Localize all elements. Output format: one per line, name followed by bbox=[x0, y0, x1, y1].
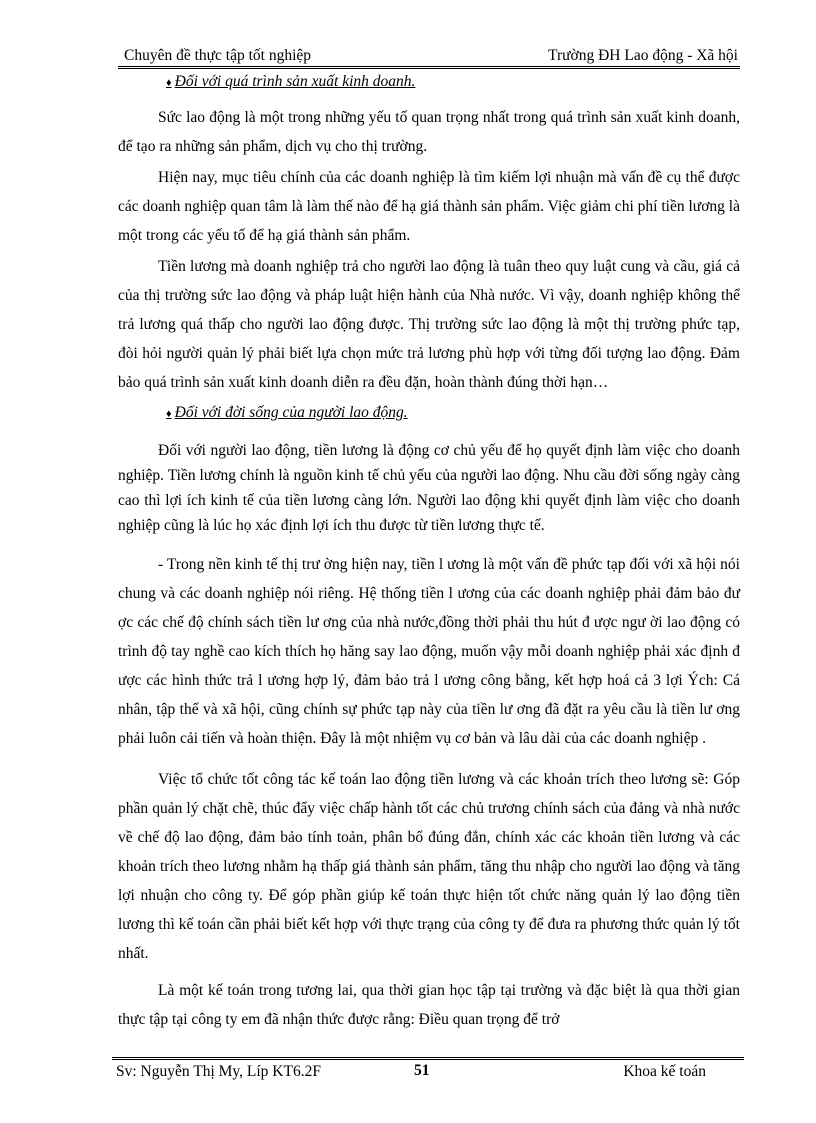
section-heading-worker-life bbox=[166, 403, 740, 424]
header-title-right: Trường ĐH Lao động - Xã hội bbox=[548, 47, 738, 64]
paragraph: Sức lao động là một trong những yếu tố quan trọng nhất trong quá trình sản xuất kinh doanh, để tạo ra những sản phẩm, dịch vụ cho thị trường. bbox=[118, 109, 740, 155]
document-body bbox=[118, 72, 740, 1034]
footer-student-info: Sv: Nguyễn Thị My, Líp KT6.2F bbox=[116, 1063, 321, 1080]
page-header bbox=[118, 46, 740, 69]
page-footer bbox=[112, 1057, 744, 1080]
section-heading-text: Đối với đời sống của người lao động. bbox=[174, 404, 408, 421]
page-number: 51 bbox=[414, 1062, 430, 1079]
paragraph: Đối với người lao động, tiền lương là động cơ chủ yếu để họ quyết định làm việc cho doanh nghiệp. Tiền lương chính là nguồn kinh tế chủ yếu của người lao động. Nhu cầu đời sống ngày càng cao thì lợi ích kinh tế của tiền lương càng lớn. Người lao động khi quyết định làm việc cho doanh nghiệp cũng là lúc họ xác định lợi ích thu được từ tiền lương thực tế. bbox=[118, 442, 740, 534]
section-heading-text: Đối với quá trình sản xuất kinh doanh. bbox=[174, 73, 416, 90]
paragraph: Là một kế toán trong tương lai, qua thời gian học tập tại trường và đặc biệt là qua thời gian thực tập tại công ty em đã nhận thức được rằng: Điều quan trọng để trở bbox=[118, 982, 740, 1028]
paragraph: Việc tổ chức tốt công tác kế toán lao động tiền lương và các khoản trích theo lương sẽ: Góp phần quản lý chặt chẽ, thúc đẩy việc chấp hành tốt các chủ trương chính sách của đảng và nhà nước về chế độ lao động, đảm bảo tính toản, phân bổ đúng đắn, chính xác các khoản tiền lương và các khoản trích theo lương nhằm hạ thấp giá thành sản phẩm, tăng thu nhập cho người lao động và tăng lợi nhuận cho công ty. Để góp phần giúp kế toán thực hiện tốt chức năng quản lý lao động tiền lương thì kế toán cần phải biết kết hợp với thực trạng của công ty để đưa ra phương thức quản lý tốt nhất. bbox=[118, 771, 740, 962]
footer-department: Khoa kế toán bbox=[623, 1063, 706, 1080]
diamond-bullet-icon: ♦ bbox=[166, 77, 172, 89]
paragraph: - Trong nền kinh tế thị trư ờng hiện nay, tiền l ương là một vấn đề phức tạp đối với xã hội nói chung và các doanh nghiệp nói riêng. Hệ thống tiền l ương của các doanh nghiệp phải đảm bảo đư ợc các chế độ chính sách tiền lư ơng của nhà nước,đồng thời phải thu hút đ ược ngư ời lao động có trình độ tay nghề cao kích thích họ hăng say lao động, muốn vậy mỗi doanh nghiệp phải xác định đ ược các hình thức trả l ương hợp lý, đảm bảo trả l ương công bằng, kết hợp hoá cả 3 lợi Ých: Cá nhân, tập thể và xã hội, cũng chính sự phức tạp này của tiền lư ơng đã đặt ra yêu cầu là tiền lư ơng phải luôn cải tiến và hoàn thiện. Đây là một nhiệm vụ cơ bản và lâu dài của các doanh nghiệp . bbox=[118, 556, 740, 747]
section-heading-production bbox=[166, 72, 740, 93]
diamond-bullet-icon: ♦ bbox=[166, 408, 172, 420]
paragraph: Hiện nay, mục tiêu chính của các doanh nghiệp là tìm kiếm lợi nhuận mà vấn đề cụ thể được các doanh nghiệp quan tâm là làm thế nào để hạ giá thành sản phẩm. Việc giảm chi phí tiền lương là một trong các yếu tố để hạ giá thành sản phẩm. bbox=[118, 169, 740, 244]
header-title-left: Chuyên đề thực tập tốt nghiệp bbox=[124, 47, 312, 64]
paragraph: Tiền lương mà doanh nghiệp trả cho người lao động là tuân theo quy luật cung và cầu, giá cả của thị trường sức lao động và pháp luật hiện hành của Nhà nước. Vì vậy, doanh nghiệp không thể trả lương quá thấp cho người lao động được. Thị trường sức lao động là một thị trường phức tạp, đòi hỏi người quản lý phải biết lựa chọn mức trả lương phù hợp với từng đối tượng lao động. Đảm bảo quá trình sản xuất kinh doanh diễn ra đều đặn, hoàn thành đúng thời hạn… bbox=[118, 258, 740, 391]
